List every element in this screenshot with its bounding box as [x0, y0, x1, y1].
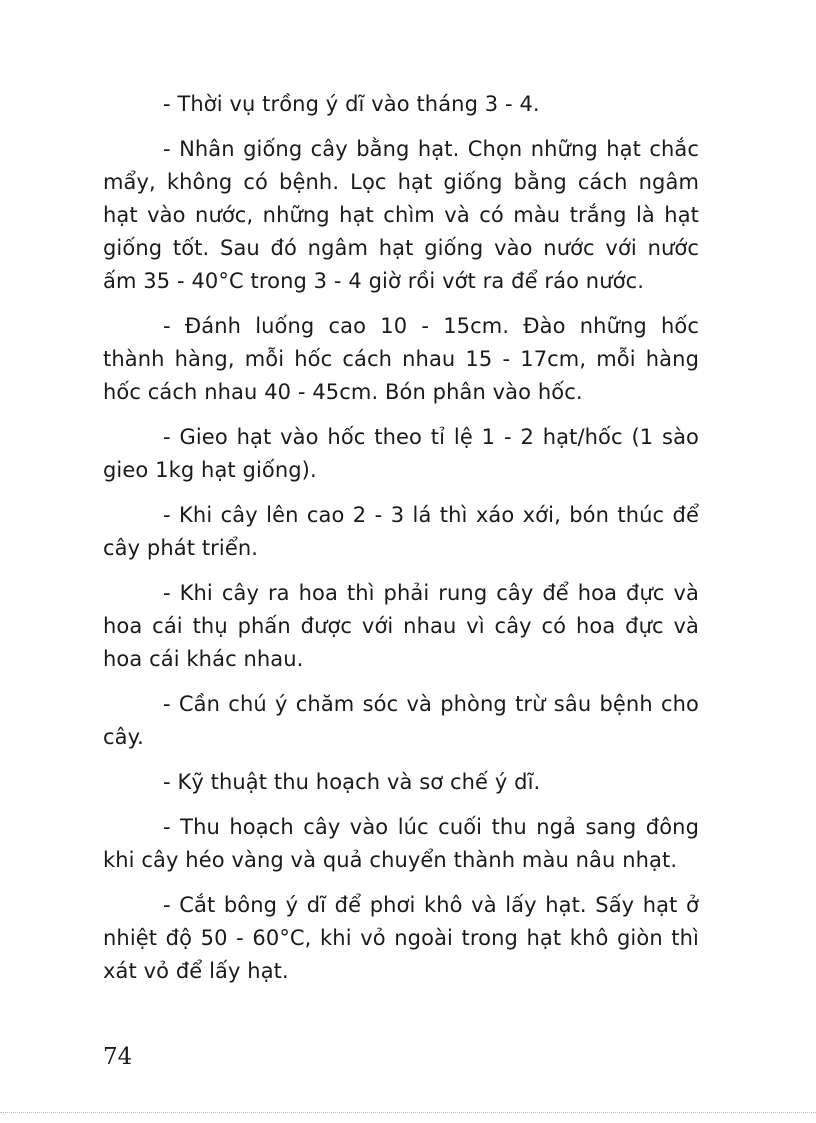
paragraph-bed-preparation: - Đánh luống cao 10 - 15cm. Đào những hốc thành hàng, mỗi hốc cách nhau 15 - 17cm, mỗi hàng hốc cách nhau 40 - 45cm. Bón phân vào hốc. [103, 314, 699, 404]
paragraph-seed-propagation: - Nhân giống cây bằng hạt. Chọn những hạt chắc mẩy, không có bệnh. Lọc hạt giống bằng cách ngâm hạt vào nước, những hạt chìm và có màu trắng là hạt giống tốt. Sau đó ngâm hạt giống vào nước với nước ấm 35 - 40°C trong 3 - 4 giờ rồi vớt ra để ráo nước. [103, 137, 699, 293]
page-number: 74 [103, 1044, 133, 1070]
paragraph-harvest-timing: - Thu hoạch cây vào lúc cuối thu ngả sang đông khi cây héo vàng và quả chuyển thành màu nâu nhạt. [103, 815, 699, 872]
paragraph-sowing: - Gieo hạt vào hốc theo tỉ lệ 1 - 2 hạt/hốc (1 sào gieo 1kg hạt giống). [103, 425, 699, 482]
paragraph-harvest-technique: - Kỹ thuật thu hoạch và sơ chế ý dĩ. [163, 770, 541, 794]
paragraph-pest-control: - Cần chú ý chăm sóc và phòng trừ sâu bệnh cho cây. [103, 692, 699, 749]
paragraph-planting-season: - Thời vụ trồng ý dĩ vào tháng 3 - 4. [163, 92, 540, 116]
page-bottom-divider [0, 1112, 816, 1113]
paragraph-pollination: - Khi cây ra hoa thì phải rung cây để hoa đực và hoa cái thụ phấn được với nhau vì cây có hoa đực và hoa cái khác nhau. [103, 581, 699, 671]
paragraph-weeding: - Khi cây lên cao 2 - 3 lá thì xáo xới, bón thúc để cây phát triển. [103, 503, 699, 560]
body-text [103, 88, 699, 988]
paragraph-drying: - Cắt bông ý dĩ để phơi khô và lấy hạt. Sấy hạt ở nhiệt độ 50 - 60°C, khi vỏ ngoài trong hạt khô giòn thì xát vỏ để lấy hạt. [103, 893, 699, 983]
